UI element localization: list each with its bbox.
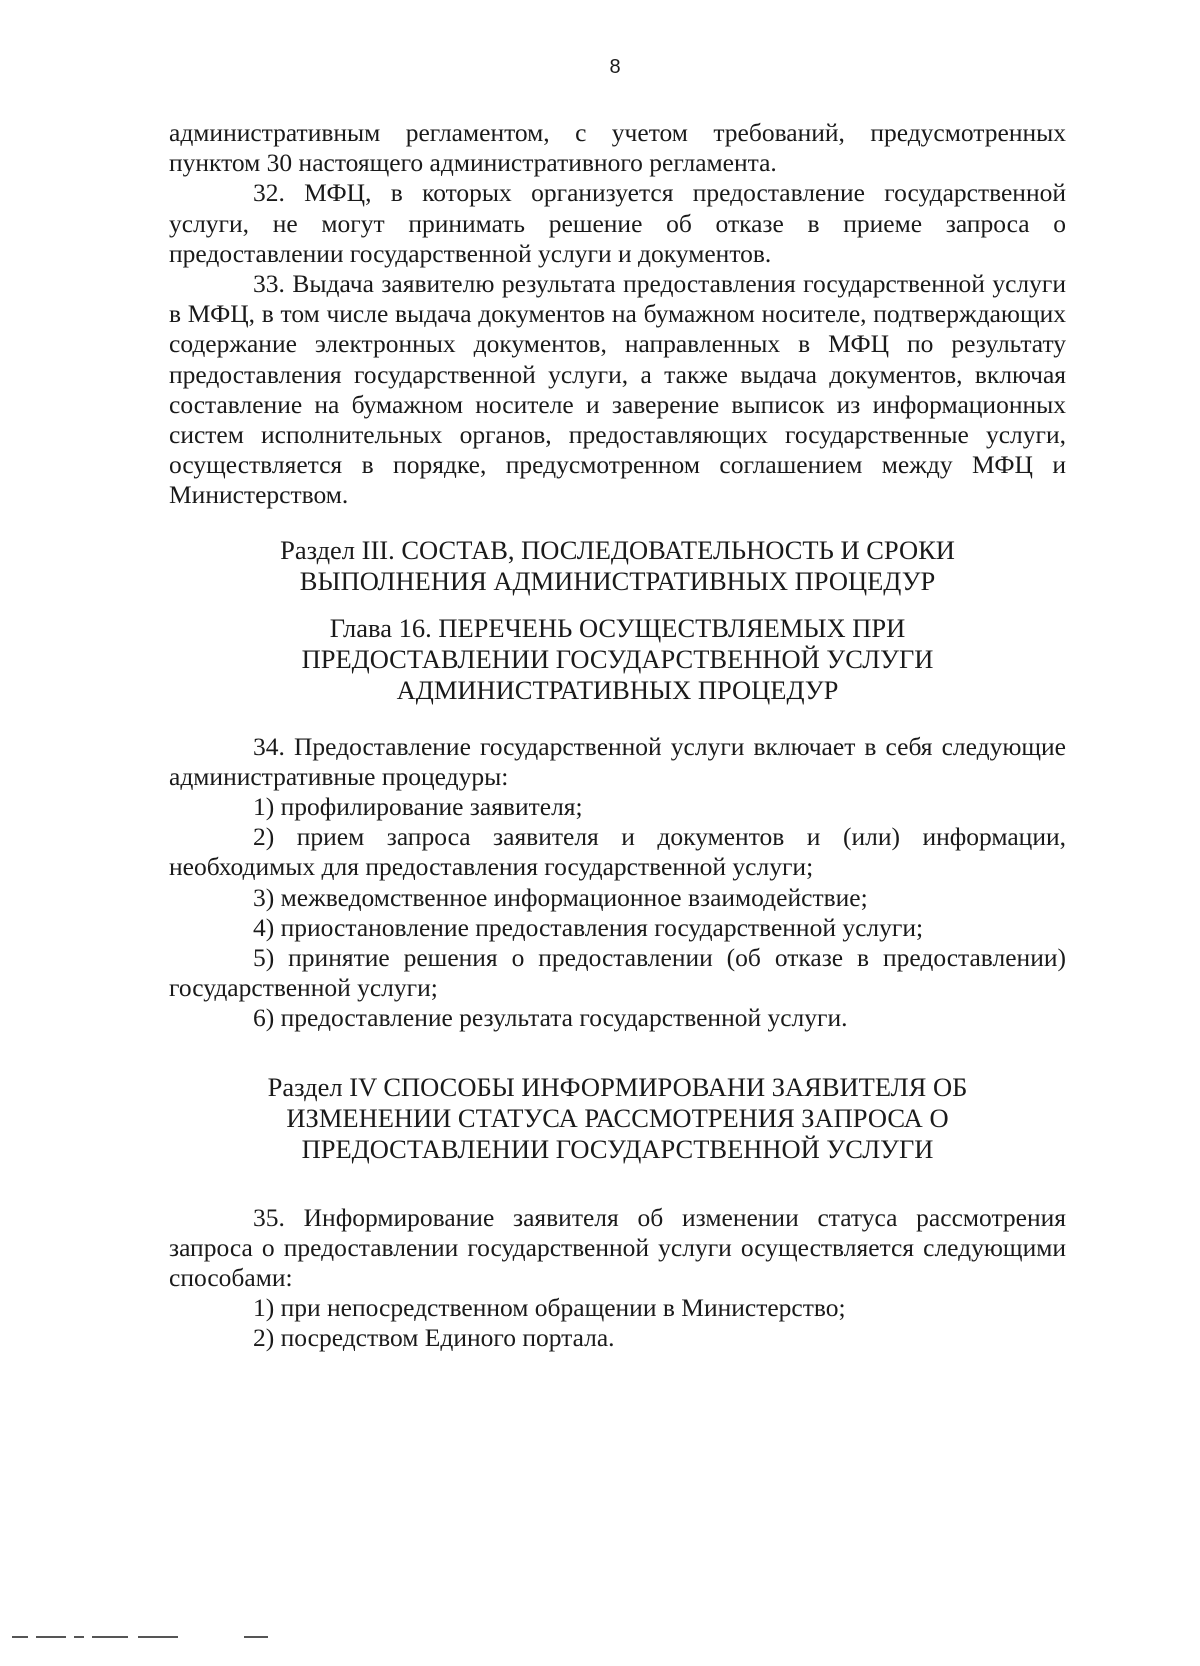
list-item: 6) предоставление результата государственной услуги.: [253, 1003, 848, 1033]
paragraph-continuation: административным регламентом, с учетом требований, предусмотренных пунктом 30 настоящего административного регламента.: [169, 118, 1066, 178]
chapter-16-heading-line: ПРЕДОСТАВЛЕНИИ ГОСУДАРСТВЕННОЙ УСЛУГИ: [301, 643, 934, 674]
paragraph-32: 32. МФЦ, в которых организуется предоставление государственной услуги, не могут принимать решение об отказе в приеме запроса о предоставлении государственной услуги и документов.: [169, 178, 1066, 268]
list-item: 2) посредством Единого портала.: [253, 1323, 615, 1353]
section-3-heading: [169, 535, 1066, 597]
chapter-16-heading-line: АДМИНИСТРАТИВНЫХ ПРОЦЕДУР: [396, 674, 839, 705]
section-4-heading-line: ПРЕДОСТАВЛЕНИИ ГОСУДАРСТВЕННОЙ УСЛУГИ: [301, 1133, 934, 1164]
section-4-heading-line: ИЗМЕНЕНИИ СТАТУСА РАССМОТРЕНИЯ ЗАПРОСА О: [286, 1102, 949, 1133]
document-body: [169, 118, 1066, 1354]
section-4-heading: [169, 1072, 1066, 1165]
paragraph-35: 35. Информирование заявителя об изменении статуса рассмотрения запроса о предоставлении государственной услуги осуществляется следующими способами:: [169, 1202, 1066, 1293]
list-item: 2) прием запроса заявителя и документов и (или) информации, необходимых для предоставления государственной услуги;: [169, 822, 1066, 882]
list-item: 1) профилирование заявителя;: [253, 792, 583, 822]
scan-artifact-marks: [12, 1636, 272, 1640]
list-item: 3) межведомственное информационное взаимодействие;: [253, 882, 868, 912]
section-4-heading-line: Раздел IV СПОСОБЫ ИНФОРМИРОВАНИ ЗАЯВИТЕЛЯ ОБ: [267, 1071, 968, 1102]
list-item: 1) при непосредственном обращении в Министерство;: [253, 1293, 846, 1323]
page-number: 8: [609, 56, 621, 78]
list-item: 5) принятие решения о предоставлении (об отказе в предоставлении) государственной услуги;: [169, 943, 1066, 1003]
chapter-16-heading: [169, 613, 1066, 706]
section-3-heading-line: ВЫПОЛНЕНИЯ АДМИНИСТРАТИВНЫХ ПРОЦЕДУР: [299, 565, 936, 596]
list-item: 4) приостановление предоставления государственной услуги;: [253, 912, 924, 942]
paragraph-34: 34. Предоставление государственной услуги включает в себя следующие административные процедуры:: [169, 731, 1066, 791]
chapter-16-heading-line: Глава 16. ПЕРЕЧЕНЬ ОСУЩЕСТВЛЯЕМЫХ ПРИ: [329, 612, 906, 643]
paragraph-33: 33. Выдача заявителю результата предоставления государственной услуги в МФЦ, в том числе выдача документов на бумажном носителе, подтверждающих содержание электронных документов, направленных в МФЦ по результату предоставления государственной услуги, а также выдача документов, включая составление на бумажном носителе и заверение выписок из информационных систем исполнительных органов, предоставляющих государственные услуги, осуществляется в порядке, предусмотренном соглашением между МФЦ и Министерством.: [169, 269, 1066, 510]
section-3-heading-line: Раздел III. СОСТАВ, ПОСЛЕДОВАТЕЛЬНОСТЬ И СРОКИ: [280, 534, 955, 565]
